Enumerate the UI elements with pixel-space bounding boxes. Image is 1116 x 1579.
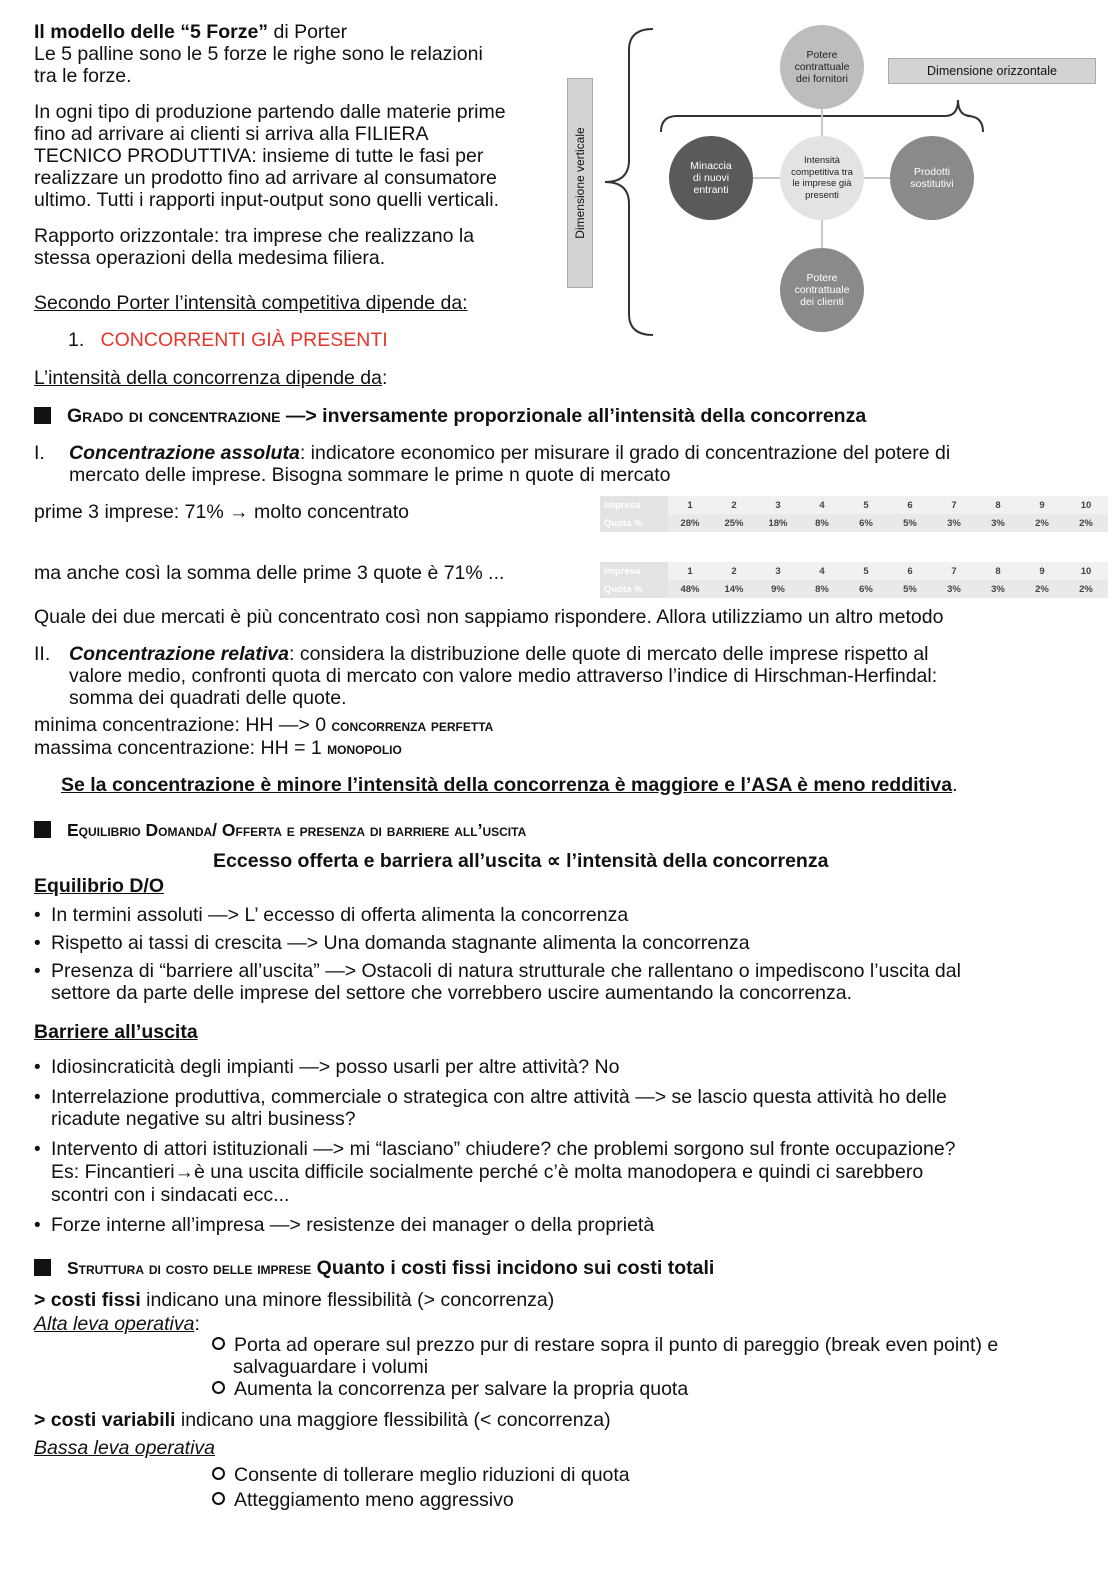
term: Concentrazione assoluta (69, 442, 300, 464)
filiera-line: TECNICO PRODUTTIVA: insieme di tutte le fasi per (34, 145, 484, 167)
example-2: ma anche così la somma delle prime 3 quote è 71% ... (34, 562, 505, 584)
conclusion-dot: . (952, 774, 958, 796)
row-header: Impresa (600, 496, 668, 514)
table-cell: 6 (888, 496, 932, 514)
porter-intro: Secondo Porter l’intensità competitiva dipende da: (34, 292, 468, 314)
row-header: Quota % (600, 514, 668, 532)
depends-line (34, 367, 387, 389)
ring-bullet-icon (212, 1381, 225, 1394)
table-cell: 4 (800, 496, 844, 514)
ring-bullet-icon (212, 1467, 225, 1480)
heading-smallcaps: Grado di concentrazione (67, 405, 281, 427)
fixed-costs-rest: indicano una minore flessibilità (> concorrenza) (140, 1289, 555, 1311)
min-concentration (34, 714, 493, 737)
table-cell: 9 (1020, 562, 1064, 580)
row-header: Impresa (600, 562, 668, 580)
table-cell: 14% (712, 580, 756, 598)
table-cell: 5 (844, 496, 888, 514)
table-cell: 5 (844, 562, 888, 580)
table-cell: 2% (1064, 514, 1108, 532)
table-cell: 6% (844, 580, 888, 598)
rivalry-node (780, 136, 864, 220)
vertical-dimension-bar (567, 78, 593, 288)
table-row (600, 496, 1108, 514)
table-cell: 2% (1064, 580, 1108, 598)
orizzontale-line: stessa operazioni della medesima filiera. (34, 247, 386, 269)
table-row (600, 562, 1108, 580)
max-text: massima concentrazione: HH = 1 (34, 737, 328, 759)
bullet-dot-icon: • (34, 1139, 41, 1160)
new-entrants-node (669, 136, 753, 220)
node-label: Potere contrattuale dei clienti (794, 272, 850, 308)
sub-list-item (212, 1489, 514, 1511)
sub-item-text: Aumenta la concorrenza per salvare la propria quota (234, 1378, 689, 1400)
variable-costs-bold: > costi variabili (34, 1409, 176, 1431)
row-header: Quota % (600, 580, 668, 598)
max-concentration (34, 737, 402, 760)
relative-concentration-line: valore medio, confronti quota di mercato con valore medio attraverso l’indice di Hirschman-Herfindal: (69, 665, 938, 687)
table-cell: 6% (844, 514, 888, 532)
sub-item-text: Consente di tollerare meglio riduzioni di quota (234, 1464, 630, 1486)
table-cell: 6 (888, 562, 932, 580)
table-cell: 3% (932, 580, 976, 598)
table-cell: 7 (932, 496, 976, 514)
roman-item-ii (34, 643, 50, 665)
table-cell: 3% (976, 580, 1020, 598)
table-cell: 2% (1020, 580, 1064, 598)
definition: : considera la distribuzione delle quote di mercato delle imprese rispetto al (288, 643, 929, 665)
fixed-costs-line (34, 1289, 554, 1311)
table-cell: 5% (888, 514, 932, 532)
list-item: In termini assoluti —> L’ eccesso di offerta alimenta la concorrenza (51, 904, 629, 926)
list-item: Idiosincraticità degli impianti —> posso usarli per altre attività? No (51, 1056, 620, 1078)
node-label: Minaccia di nuovi entranti (690, 160, 732, 196)
table-cell: 8% (800, 580, 844, 598)
absolute-concentration-line: mercato delle imprese. Bisogna sommare le prime n quote di mercato (69, 464, 671, 486)
depends-colon: : (382, 367, 388, 389)
section-heading-equilibrium (34, 819, 526, 841)
ring-bullet-icon (212, 1337, 225, 1350)
list-item: Presenza di “barriere all’uscita” —> Ostacoli di natura strutturale che rallentano o impediscono l’uscita dal (51, 960, 961, 982)
bullet-dot-icon: • (34, 933, 41, 954)
list-item-cont: scontri con i sindacati ecc... (51, 1184, 290, 1206)
filiera-line: realizzare un prodotto fino ad arrivare al consumatore (34, 167, 497, 189)
node-label: Intensità competitiva tra le imprese già presenti (791, 155, 853, 201)
title-bold: Il modello delle “5 Forze” (34, 21, 269, 43)
node-label: Prodotti sostitutivi (910, 166, 954, 190)
square-bullet-icon (34, 821, 51, 838)
list-item: Interrelazione produttiva, commerciale o strategica con altre attività —> se lascio questa attività ho delle (51, 1086, 947, 1108)
table-cell: 25% (712, 514, 756, 532)
conclusion-line (61, 774, 958, 796)
table-cell: 28% (668, 514, 712, 532)
suppliers-power-node (780, 25, 864, 109)
subheading-equilibrio: Equilibrio D/O (34, 875, 164, 897)
table-cell: 8 (976, 562, 1020, 580)
filiera-line: In ogni tipo di produzione partendo dalle materie prime (34, 101, 506, 123)
table-cell: 9% (756, 580, 800, 598)
table-cell: 1 (668, 562, 712, 580)
heading-rest: —> inversamente proporzionale all’intensità della concorrenza (280, 405, 867, 427)
market-share-table-2 (600, 562, 1108, 598)
table-row (600, 580, 1108, 598)
bullet-dot-icon: • (34, 1087, 41, 1108)
heading-smallcaps: Struttura di costo delle imprese (67, 1258, 312, 1278)
high-leverage-colon: : (194, 1313, 200, 1335)
table-cell: 2 (712, 562, 756, 580)
five-forces-diagram (565, 20, 1105, 345)
table-cell: 3% (976, 514, 1020, 532)
node-label: Potere contrattuale dei fornitori (794, 49, 850, 85)
high-leverage-text: Alta leva operativa (34, 1313, 195, 1335)
list-item-cont: ricadute negative su altri business? (51, 1108, 356, 1130)
buyers-power-node (780, 248, 864, 332)
formula-line: Eccesso offerta e barriera all’uscita ∝ l’intensità della concorrenza (213, 850, 829, 872)
list-item-cont: settore da parte delle imprese del settore che vorrebbero uscire aumentando la concorrenza. (51, 982, 853, 1004)
table-cell: 10 (1064, 562, 1108, 580)
roman-number: I. (34, 442, 45, 464)
numbered-item-1 (68, 329, 388, 351)
item-number: 1. (68, 329, 85, 351)
bullet-dot-icon: • (34, 961, 41, 982)
roman-number: II. (34, 643, 51, 665)
roman-item-i (34, 442, 45, 464)
relative-concentration-line (69, 643, 929, 665)
market-share-table-1 (600, 496, 1108, 532)
conclusion-text: Se la concentrazione è minore l’intensità della concorrenza è maggiore e l’ASA è meno redditiva (61, 774, 953, 796)
bullet-dot-icon: • (34, 1215, 41, 1236)
table-cell: 7 (932, 562, 976, 580)
list-item: Intervento di attori istituzionali —> mi “lasciano” chiudere? che problemi sorgono sul fronte occupazione? (51, 1138, 956, 1160)
table-cell: 2% (1020, 514, 1064, 532)
variable-costs-rest: indicano una maggiore flessibilità (< concorrenza) (175, 1409, 611, 1431)
subheading-barriere: Barriere all’uscita (34, 1021, 198, 1043)
term: Concentrazione relativa (69, 643, 289, 665)
min-text: minima concentrazione: HH —> 0 (34, 714, 332, 736)
depends-text: L’intensità della concorrenza dipende da (34, 367, 383, 389)
table-cell: 5% (888, 580, 932, 598)
variable-costs-line (34, 1409, 611, 1431)
table-cell: 8 (976, 496, 1020, 514)
fixed-costs-bold: > costi fissi (34, 1289, 141, 1311)
table-cell: 18% (756, 514, 800, 532)
absolute-concentration-line (69, 442, 950, 464)
max-label: monopolio (327, 739, 402, 758)
table-cell: 2 (712, 496, 756, 514)
table-cell: 3 (756, 562, 800, 580)
filiera-line: fino ad arrivare ai clienti si arriva alla FILIERA (34, 123, 429, 145)
table-cell: 1 (668, 496, 712, 514)
list-item-cont: Es: Fincantieri→è una uscita difficile socialmente perché c’è molta manodopera e quindi ci sarebbero (51, 1161, 924, 1183)
relative-concentration-line: somma dei quadrati delle quote. (69, 687, 347, 709)
vertical-dimension-label: Dimensione verticale (573, 127, 587, 239)
item-label: CONCORRENTI GIÀ PRESENTI (100, 329, 388, 351)
title-rest: di Porter (268, 21, 348, 43)
orizzontale-line: Rapporto orizzontale: tra imprese che realizzano la (34, 225, 475, 247)
bullet-dot-icon: • (34, 1057, 41, 1078)
page-title (34, 21, 347, 43)
list-item: Rispetto ai tassi di crescita —> Una domanda stagnante alimenta la concorrenza (51, 932, 750, 954)
filiera-line: ultimo. Tutti i rapporti input-output sono quelli verticali. (34, 189, 499, 211)
table-cell: 48% (668, 580, 712, 598)
table-cell: 3% (932, 514, 976, 532)
table-cell: 9 (1020, 496, 1064, 514)
table-cell: 4 (800, 562, 844, 580)
heading-smallcaps: Equilibrio Domanda/ Offerta e presenza di barriere all’uscita (67, 820, 527, 840)
definition: : indicatore economico per misurare il grado di concentrazione del potere di (299, 442, 951, 464)
horizontal-dimension-label: Dimensione orizzontale (888, 58, 1096, 84)
bullet-dot-icon: • (34, 905, 41, 926)
table-cell: 8% (800, 514, 844, 532)
example-1: prime 3 imprese: 71% → molto concentrato (34, 501, 409, 523)
section-heading-concentration (34, 405, 866, 427)
question-line: Quale dei due mercati è più concentrato così non sappiamo rispondere. Allora utilizziamo un altro metodo (34, 606, 944, 628)
square-bullet-icon (34, 407, 51, 424)
table-row (600, 514, 1108, 532)
ring-bullet-icon (212, 1492, 225, 1505)
substitutes-node (890, 136, 974, 220)
sub-item-text: Porta ad operare sul prezzo pur di restare sopra il punto di pareggio (break even point) e (234, 1334, 999, 1356)
min-label: concorrenza perfetta (331, 716, 494, 735)
section-heading-cost-structure (34, 1257, 714, 1279)
intro-line: tra le forze. (34, 65, 132, 87)
sub-item-text: Atteggiamento meno aggressivo (234, 1489, 514, 1511)
intro-line: Le 5 palline sono le 5 forze le righe sono le relazioni (34, 43, 483, 65)
list-item: Forze interne all’impresa —> resistenze dei manager o della proprietà (51, 1214, 655, 1236)
square-bullet-icon (34, 1259, 51, 1276)
table-cell: 10 (1064, 496, 1108, 514)
sub-list-item (212, 1334, 998, 1356)
sub-list-item (212, 1378, 688, 1400)
high-leverage-label (34, 1313, 200, 1335)
table-cell: 3 (756, 496, 800, 514)
sub-list-item-cont: salvaguardare i volumi (233, 1356, 429, 1378)
sub-list-item (212, 1464, 630, 1486)
heading-rest: Quanto i costi fissi incidono sui costi totali (311, 1257, 715, 1279)
low-leverage-label: Bassa leva operativa (34, 1437, 216, 1459)
